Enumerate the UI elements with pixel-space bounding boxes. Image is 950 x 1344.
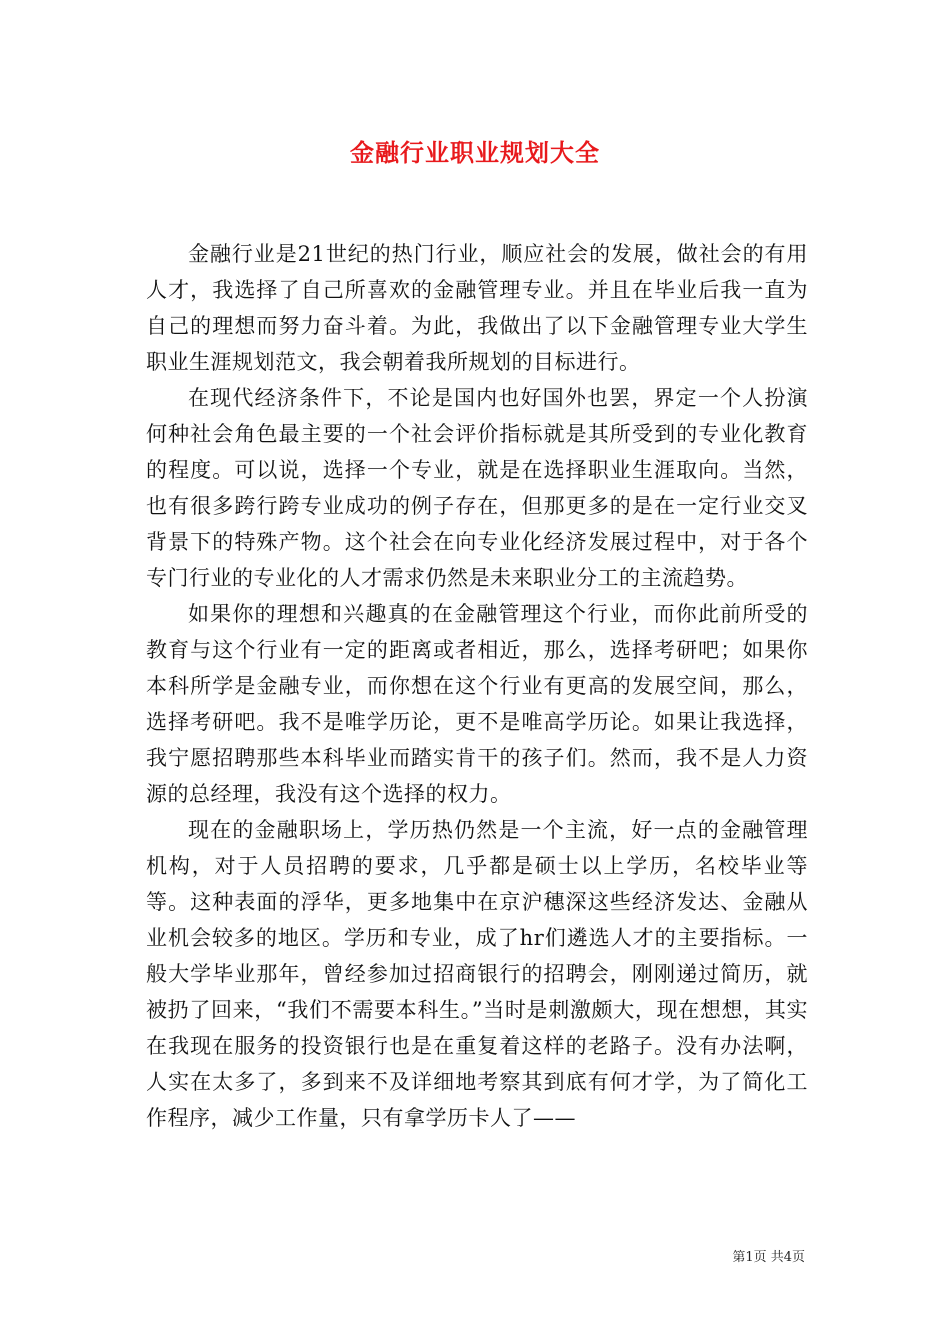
paragraph: 现在的金融职场上，学历热仍然是一个主流，好一点的金融管理机构，对于人员招聘的要求，几乎都是硕士以上学历，名校毕业等等。这种表面的浮华，更多地集中在京沪穗深这些经济发达、金融从业机会较多的地区。学历和专业，成了hr们遴选人才的主要指标。一般大学毕业那年，曾经参加过招商银行的招聘会，刚刚递过简历，就被扔了回来，“我们不需要本科生。”当时是刺激颇大，现在想想，其实在我现在服务的投资银行也是在重复着这样的老路子。没有办法啊，人实在太多了，多到来不及详细地考察其到底有何才学，为了简化工作程序，减少工作量，只有拿学历卡人了—— — [146, 818, 808, 1130]
paragraph: 金融行业是21世纪的热门行业，顺应社会的发展，做社会的有用人才，我选择了自己所喜欢的金融管理专业。并且在毕业后我一直为自己的理想而努力奋斗着。为此，我做出了以下金融管理专业大学生职业生涯规划范文，我会朝着我所规划的目标进行。 — [146, 242, 808, 374]
paragraph: 如果你的理想和兴趣真的在金融管理这个行业，而你此前所受的教育与这个行业有一定的距离或者相近，那么，选择考研吧；如果你本科所学是金融专业，而你想在这个行业有更高的发展空间，那么，选择考研吧。我不是唯学历论，更不是唯高学历论。如果让我选择，我宁愿招聘那些本科毕业而踏实肯干的孩子们。然而，我不是人力资源的总经理，我没有这个选择的权力。 — [146, 602, 808, 806]
page-number: 第1页 共4页 — [732, 1250, 805, 1265]
document-title: 金融行业职业规划大全 — [350, 138, 600, 167]
document-body — [146, 236, 808, 1136]
paragraph: 在现代经济条件下，不论是国内也好国外也罢，界定一个人扮演何种社会角色最主要的一个社会评价指标就是其所受到的专业化教育的程度。可以说，选择一个专业，就是在选择职业生涯取向。当然，也有很多跨行跨专业成功的例子存在，但那更多的是在一定行业交叉背景下的特殊产物。这个社会在向专业化经济发展过程中，对于各个专门行业的专业化的人才需求仍然是未来职业分工的主流趋势。 — [146, 386, 808, 590]
